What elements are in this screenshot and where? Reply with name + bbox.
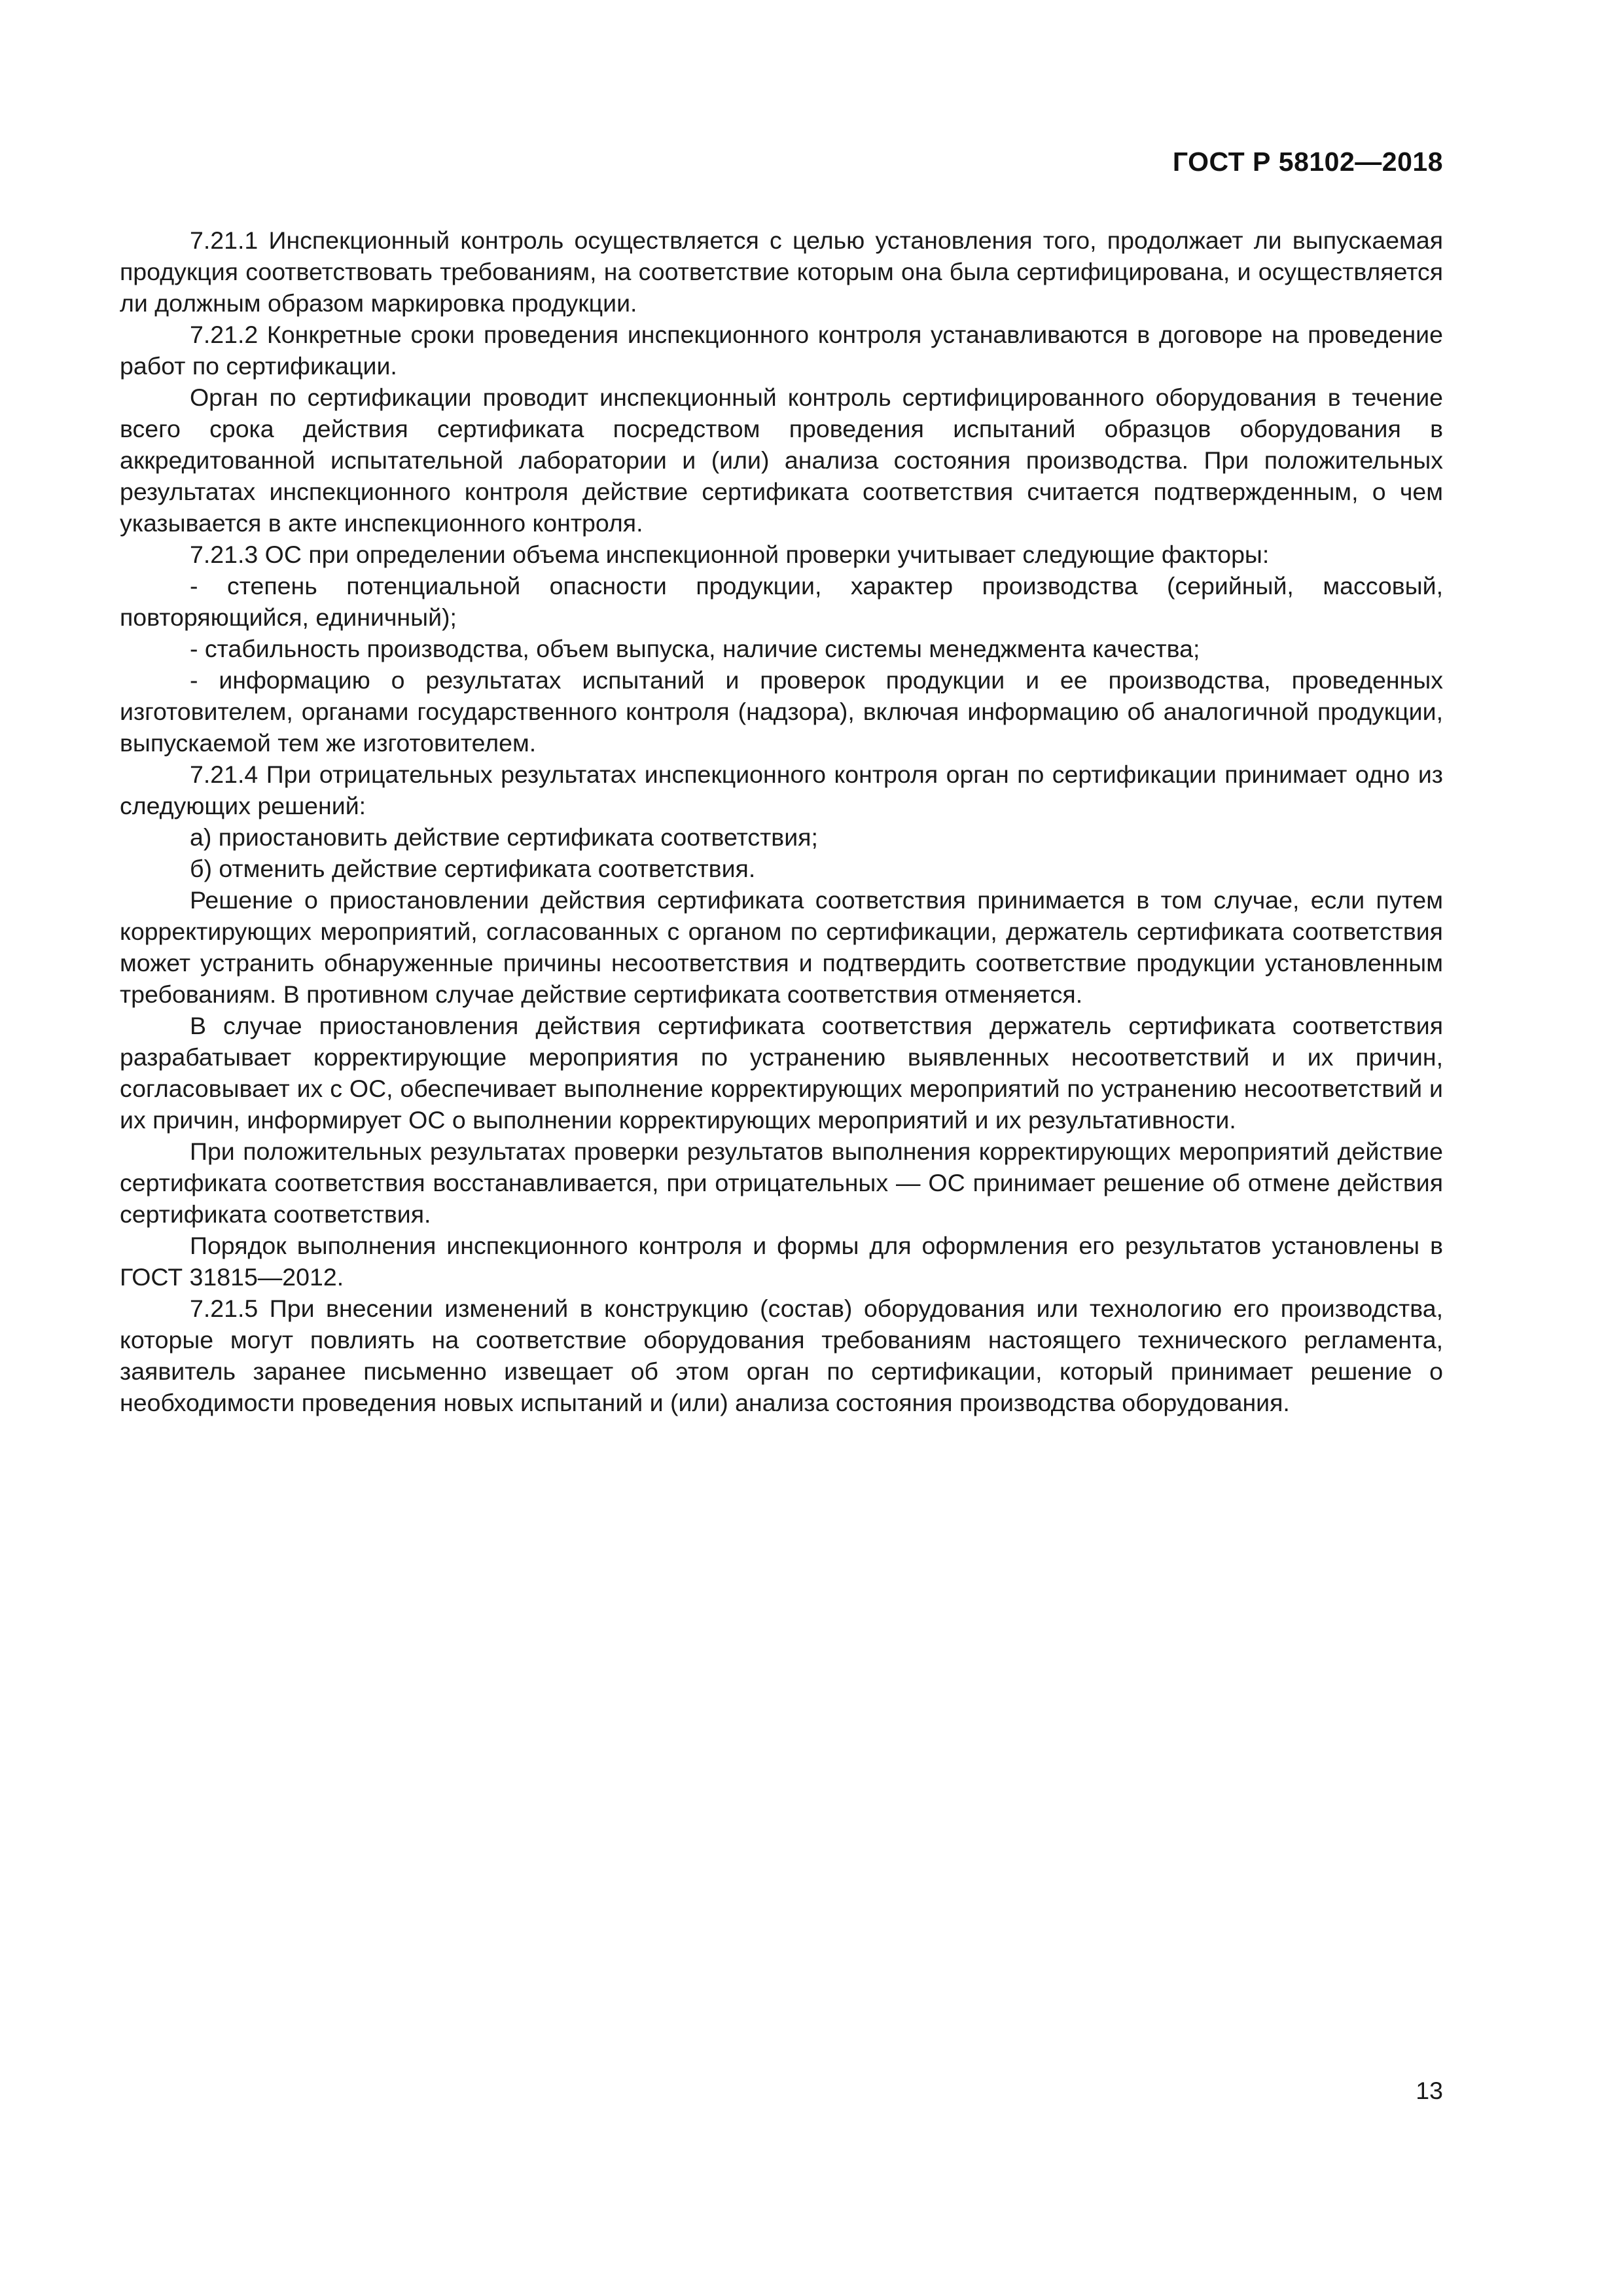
list-item-production-stability: - стабильность производства, объем выпуска, наличие системы менеджмента качества; [190, 635, 1200, 662]
page-number: 13 [1416, 2077, 1443, 2104]
paragraph-7-21-5: 7.21.5 При внесении изменений в конструкцию (состав) оборудования или технологию его производства, которые могут повлиять на соответствие оборудования требованиям настоящего технического регламента, заявитель заранее письменно извещает об этом орган по сертификации, который принимает решение о необходимости проведения новых испытаний и (или) анализа состояния производства оборудования. [120, 1295, 1443, 1416]
paragraph-positive-results: При положительных результатах проверки результатов выполнения корректирующих мероприятий действие сертификата соответствия восстанавливается, при отрицательных — ОС принимает решение об отмене действия сертификата соответствия. [120, 1138, 1443, 1228]
paragraph-7-21-4: 7.21.4 При отрицательных результатах инспекционного контроля орган по сертификации принимает одно из следующих решений: [120, 761, 1443, 819]
list-item-cancel: б) отменить действие сертификата соответствия. [190, 855, 756, 882]
paragraph-7-21-2: 7.21.2 Конкретные сроки проведения инспекционного контроля устанавливаются в договоре на проведение работ по сертификации. [120, 321, 1443, 380]
paragraph-7-21-1: 7.21.1 Инспекционный контроль осуществляется с целью установления того, продолжает ли выпускаемая продукция соответствовать требованиям, на соответствие которым она была сертифицирована, и осуществляется ли должным образом маркировка продукции. [120, 226, 1443, 317]
paragraph-procedure: Порядок выполнения инспекционного контроля и формы для оформления его результатов установлены в ГОСТ 31815—2012. [120, 1232, 1443, 1291]
paragraph-certification-body: Орган по сертификации проводит инспекционный контроль сертифицированного оборудования в течение всего срока действия сертификата посредством проведения испытаний образцов оборудования в аккредитованной испытательной лаборатории и (или) анализа состояния производства. При положительных результатах инспекционного контроля действие сертификата соответствия считается подтвержденным, о чем указывается в акте инспекционного контроля. [120, 384, 1443, 537]
list-item-test-information: - информацию о результатах испытаний и проверок продукции и ее производства, проведенных изготовителем, органами государственного контроля (надзора), включая информацию об аналогичной продукции, выпускаемой тем же изготовителем. [120, 666, 1443, 757]
list-item-hazard-degree: - степень потенциальной опасности продукции, характер производства (серийный, массовый, повторяющийся, единичный); [120, 572, 1443, 631]
list-item-suspend: а) приостановить действие сертификата соответствия; [190, 823, 818, 851]
paragraph-7-21-3: 7.21.3 ОС при определении объема инспекционной проверки учитывает следующие факторы: [190, 541, 1270, 568]
document-body [120, 224, 1443, 1418]
paragraph-suspension-case: В случае приостановления действия сертификата соответствия держатель сертификата соответствия разрабатывает корректирующие мероприятия по устранению выявленных несоответствий и их причин, согласовывает их с ОС, обеспечивает выполнение корректирующих мероприятий по устранению несоответствий и их причин, информирует ОС о выполнении корректирующих мероприятий и их результативности. [120, 1012, 1443, 1134]
document-code-header: ГОСТ Р 58102—2018 [1172, 147, 1443, 177]
paragraph-suspension-decision: Решение о приостановлении действия сертификата соответствия принимается в том случае, если путем корректирующих мероприятий, согласованных с органом по сертификации, держатель сертификата соответствия может устранить обнаруженные причины несоответствия и подтвердить соответствие продукции установленным требованиям. В противном случае действие сертификата соответствия отменяется. [120, 886, 1443, 1008]
